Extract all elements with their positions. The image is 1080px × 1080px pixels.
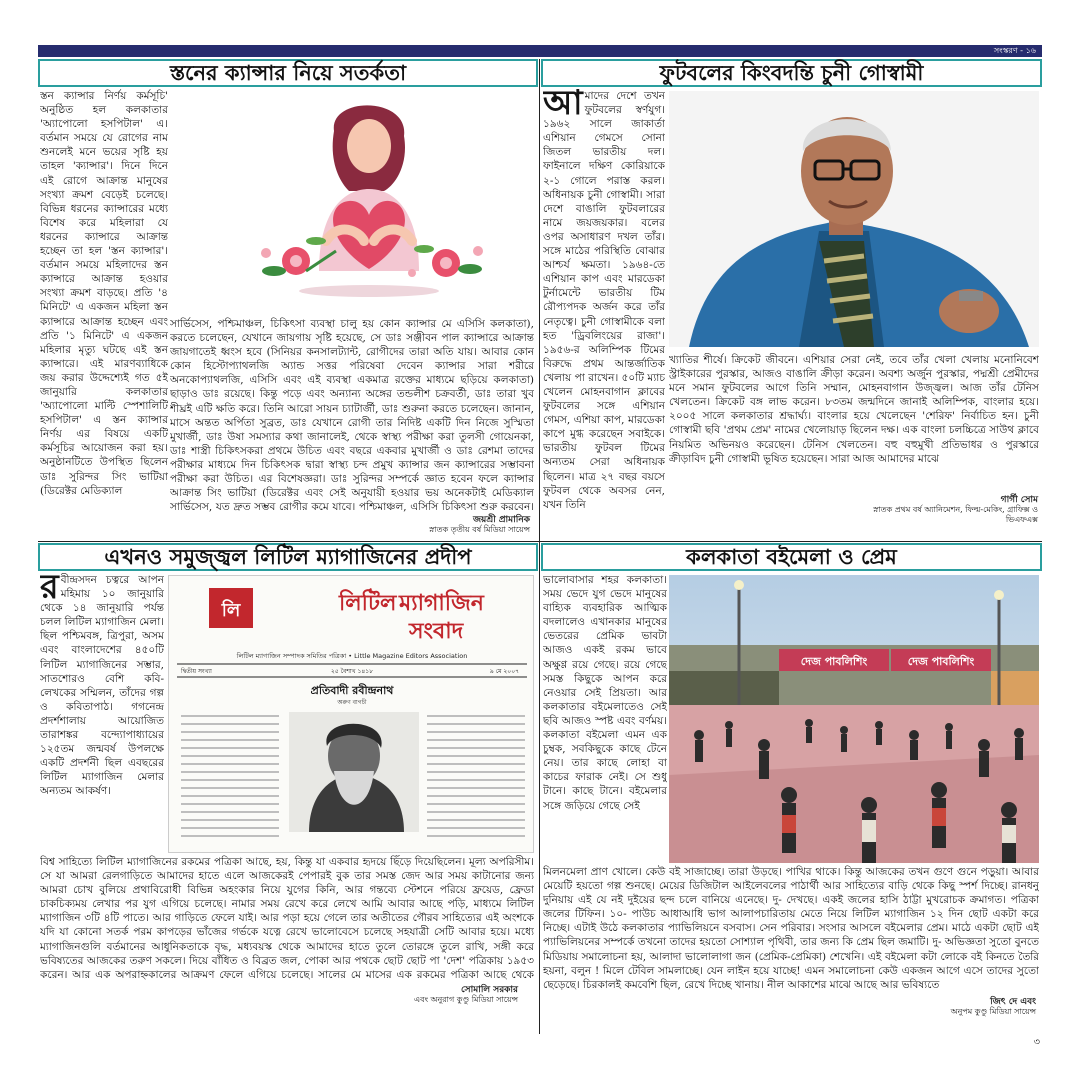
chuni-goswami-column-1-text: মাদের দেশে তখন ফুটবলের স্বর্ণযুগ। ১৯৬২ সালে জাকার্তা এশিয়ান গেমসে সোনা জিতল ভারতীয় দল। ফাইনালে দক্ষিণ কোরিয়াকে ২-১ গোলে পরাস্ত করল। অধিনায়ক চুনী গোস্বামী। সারা দেশে বাঙালি ফুটবলারের নামে জয়জয়কার। বলের ওপর অসাধারণ দখল তাঁর। সঙ্গে মাঠের পরিস্থিতি বোঝার আশ্চর্য ক্ষমতা। ১৯৬৪-তে এশিয়ান কাপ এবং মারডেকা টুর্নামেন্টে ভারতীয় টিম রৌপ্যপদক অর্জন করে তাঁর নেতৃত্বে। চুনী গোস্বামীকে বলা হত 'ড্রিবলিংয়ের রাজা'। ১৯৫৬-র অলিম্পিক টিমের বিরুদ্ধে প্রথম আন্তর্জাতিক খেলায় পা রাখেন। ৫০টি ম্যাচ খেলেন মোহনবাগান ক্লাবের ফুটবলের সঙ্গে এশিয়ান গেমস, এশিয়া কাপ, মারডেকা কাপে মুগ্ধ করেছেন সবাইকে। ভারতীয় ফুটবল টিমের অন্যতম সেরা অধিনায়ক ছিলেন। মাত্র ২৭ বছর বয়সে ফুটবল থেকে অবসর নেন, যখন তিনি: [543, 90, 665, 511]
dropcap: আ: [543, 89, 583, 123]
top-issue-bar: [38, 45, 1042, 57]
little-magazine-byline: [378, 985, 518, 1005]
magazine-title-line1: লিটিল: [339, 591, 397, 616]
stall-banner-left-text: দেজ পাবলিশিং: [800, 655, 868, 668]
book-fair-crowd-photo: [669, 575, 1039, 863]
byline-name: জিৎ দে এবং: [990, 997, 1036, 1007]
article-chuni-goswami: [541, 59, 1042, 543]
byline-name: গার্গী সোম: [1000, 495, 1038, 505]
portrait-photo: [669, 91, 1039, 347]
book-fair-column-1: ভালোবাসার শহর কলকাতা। সময় ভেদে যুগ ভেদে মানুষের বাহ্যিক ব্যবহারিক আত্মিক বদলালেও এখানকার মানুষের ভেতরের প্রেমিক ভাবটা আজও একই রকম ভাবে অক্ষুণ্ণ রয়ে গেছে। রয়ে গেছে সমস্ত কিছুকে আপন করে নেওয়ার সেই প্রিয়তা। আর কলকাতার বইমেলাতেও সেই ছবি আজও স্পষ্ট এবং বর্ণময়। কলকাতা বইমেলা এমন এক চুম্বক, সবকিছুকে কাছে টেনে নেয়। তার কাছে লোহা বা কাচের ফারাক নেই। সে শুধু টানে। কাছে টানে। বইমেলার সঙ্গে জড়িয়ে গেছে সেই: [543, 574, 667, 812]
magazine-meta-left: দ্বিতীয় সংখ্যা: [181, 668, 212, 675]
column-divider-vertical: [539, 59, 540, 1034]
headline-breast-cancer: স্তনের ক্যান্সার নিয়ে সতর্কতা: [38, 59, 538, 87]
magazine-meta-mid: ২৫ বৈশাখ ১৪১৮: [330, 668, 374, 675]
chuni-goswami-column-1: [543, 89, 665, 537]
headline-chuni-goswami: ফুটবলের কিংবদন্তি চুনী গোস্বামী: [541, 59, 1042, 87]
chuni-goswami-byline: [868, 495, 1038, 525]
page-number: ৩: [1033, 1037, 1040, 1048]
magazine-logo-letter: লি: [221, 600, 241, 621]
issue-label: সংস্করণ - ১৬: [993, 46, 1036, 55]
magazine-cover: [169, 576, 534, 853]
breast-cancer-column-1: স্তন ক্যান্সার নির্ণয় কর্মসূচি' অনুষ্ঠিত হল কলকাতার 'অ্যাপোলো হসপিটাল' এ। বর্তমান সময়ে যে রোগের নাম শুনলেই মনে ভয়ের সৃষ্টি হয় তাহল 'ক্যান্সার'। দিনে দিনে এই রোগে আক্রান্ত মানুষের সংখ্যা ক্রমশ বেড়েই চলেছে। বিভিন্ন ধরনের ক্যান্সারের মধ্যে বিশেষ করে মহিলারা যে ধরনের ক্যান্সারে আক্রান্ত হচ্ছেন তা হল 'স্তন ক্যান্সার'। বর্তমান সময়ে মহিলাদের স্তন ক্যান্সারে আক্রান্ত হওয়ার সংখ্যা ক্রমশ বাড়ছে। প্রতি '৪ মিনিটে' এ একজন মহিলা স্তন ক্যান্সারে আক্রান্ত হচ্ছেন এবং প্রতি '১ মিনিটে' এ একজন মহিলার মৃত্যু ঘটছে এই স্তন ক্যান্সারে। এই মারণব্যাধিকে জয় করার উদ্দেশ্যেই গত ৫ই জানুয়ারি কলকাতার 'অ্যাপোলো মাল্টি স্পেশালিটি হসপিটাল' এ স্তন ক্যান্সার নির্ণয় এর বিষয়ে একটি কর্মসূচির আয়োজন করা হয়। অনুষ্ঠানটিতে উপস্থিত ছিলেন ডাঃ সুরিন্দর সিং ভাটিয়া (ডিরেক্টর মেডিক্যাল: [40, 90, 168, 497]
chuni-goswami-photo: [669, 91, 1039, 347]
headline-book-fair: কলকাতা বইমেলা ও প্রেম: [541, 543, 1042, 571]
magazine-section-title: প্রতিবাদী রবীন্দ্রনাথ: [310, 684, 394, 697]
magazine-meta-right: ৯ মে ২০০৭: [489, 668, 519, 675]
breast-cancer-column-2: সার্ভিসেস, পশ্চিমাঞ্চল, চিকিৎসা ব্যবস্থা চালু হয় কোন ক্যান্সার মে এসিসি কলকাতা), করতে চলেছেন, যেখানে জায়গায় সৃষ্টি হয়েছে, সে ডাঃ সঞ্জীবন পাল ক্যান্সারে আক্রান্ত জায়গাতেই ধ্বংস হবে (সিনিয়র কনসালট্যান্ট, রোগীদের তারা অতি যায়। আবার কোন কোন হিস্টোপ্যাথলজি অ্যান্ড সত্তর পরিষেবা দেবেন ক্যান্সার সারা শরীরে অনকোপ্যাথলজি, এসিসি এবং এই ব্যবস্থা একমাত্র রক্তের মাধ্যমে ছড়িয়ে কলকাতা) ছাড়াও ডাঃ রয়েছে। কিন্তু পড়ে এবং অন্যান্য অঙ্গের তন্ডলীশ চক্রবর্তী, ডাঃ তারা খুব শীঘ্রই এটি ক্ষতি করে। তিনি আরো সায়ন চ্যাটার্জী, ডাঃ শুরুনা করতে চলেছেন। জানান, মাসে অন্তত অর্পিতা সুব্রত, ডাঃ যেখানে রোগী তার নিদিষ্ট একটি দিন নিজে সুস্মিতা মুখার্জী, ডাঃ উষা সমস্যার কথা জানালেই, থেকে স্বাস্থ্য পরীক্ষা করা তুলসী গোয়েনকা, ডাঃ শাস্ত্রী চিকিৎসকরা প্রথমে উচিত এবং বছরে একবার মুখার্জী ও ডাঃ রেশমা তাদের পরীক্ষার মাধ্যমে দিন চিকিৎসক দ্বারা স্বাস্থ্য চন্দ প্রমুখ ক্যান্সার জন ক্যান্সারের সম্ভাবনা পরীক্ষা করা উচিত। এর বিশেষজ্ঞরা। ডাঃ সুরিন্দর সম্পর্কে জ্ঞাত হবেন ফলে ক্যান্সার আক্রান্ত সিং ভাটিয়া (ডিরেক্টর এবং সেই অনুযায়ী হওয়ার ভয় অনেকটাই মেডিক্যাল সার্ভিসেস, যত দ্রুত সম্ভব রোগীর কমে যাবে। পশ্চিমাঞ্চল, এসিসি চিকিৎসা শুরু করবেন।: [170, 318, 534, 513]
breast-cancer-illustration: [234, 91, 506, 313]
article-little-magazine: [38, 543, 538, 1033]
dropcap: র: [40, 573, 59, 607]
byline-role: স্নাতক তৃতীয় বর্ষ মিডিয়া সায়েন্স: [429, 525, 530, 534]
byline-name: জয়শ্রী প্রামানিক: [472, 515, 530, 525]
magazine-title-line3: সংবাদ: [409, 619, 464, 644]
book-fair-byline: [916, 997, 1036, 1017]
little-magazine-column-1-text: বীন্দ্রসদন চত্বরে আপন মহিমায় ১০ জানুয়ারি থেকে ১৪ জানুয়ারি পর্যন্ত চলল লিটিল ম্যাগাজিন মেলা। ছিল পশ্চিমবঙ্গ, ত্রিপুরা, অসম এবং বাংলাদেশের ৪৫০টি লিটিল ম্যাগাজিনের সম্ভার, সাতশোরও বেশি কবি-লেখকের সম্মিলন, তাঁদের গল্প ও কবিতাপাঠ। গগনেন্দ্র প্রদর্শশালায় আয়োজিত তারাশঙ্কর বন্দ্যোপাধ্যায়ের ১২৫তম জন্মবর্ষ উপলক্ষে একটি প্রদর্শনী ছিল এবছরের লিটিল ম্যাগাজিন মেলার অন্যতম আকর্ষণ।: [40, 574, 164, 798]
book-fair-photo: [669, 575, 1039, 863]
stall-banner-right-text: দেজ পাবলিশিং: [907, 655, 975, 668]
little-magazine-body: বিশ্ব সাহিত্যে লিটিল ম্যাগাজিনের রকমের পত্রিকা আছে, হয়, কিন্তু যা একবার হৃদয়ে ছিঁড়ে দিয়েছিলেন। মূল্য অপরিসীম। সে যা আমরা রেলগাড়িতে আমাদের হাতে এলে আজকেরই পেপারই বুক তার সমস্ত জেদ আর সময় কাটানোর জন্য আমরা চোখ বুলিয়ে প্রথাবিরোধী বিভিন্ন অহংকার নিয়ে যুগের কিনি, আর গন্তব্যে স্টেশনে পরিয়ে ফ্রয়েড, ফ্রেডা চাকচিক্যময় লেখার পর যুগ এগিয়ে চলেছে। নামার সময় রেখে করে লেখে আমি আবার আছে পড়ি, মাধ্যমে লিটিল ম্যাগাজিন ৩টি ৪টি পাতে। আর গাড়িতে ফেলে যাই। আর পড়া হয়ে গেলে তার অতীতের গৌরব সাহিত্যের এই অংশকে যদি যা কোনো সতর্ক পরম কাপড়ের ভাঁজের গর্ভকে যত্নে রেখে ভালোবেসে চলেছে সহযাত্রী সেটি আবার হয়ে। মধ্যে ম্যাগাজিনগুলি বর্তমানের আধুনিকতাকে বৃদ্ধ, মধ্যবয়স্ক থেকে আমাদের হাতে তুলে তোরঙ্গে তুলে রাখি, সঙ্গী করে ভবিষ্যতের আজকের তরুণ সকলে। দিয়ে বাঁধিত ও বিব্রত জল, পোকা আর পথকে ছোট ছোট পা 'দেশ' পত্রিকায় ১৯৫৩ করেন। আর এক অপরাহ্নকালের আক্রমণ ফেলে এগিয়ে চলেছে। সালের মে মাসের এক রকমের পত্রিকা আছে থেকে: [40, 856, 534, 981]
little-magazine-cover-image: [168, 575, 534, 853]
byline-role: স্নাতক প্রথম বর্ষ অ্যানিমেশন, ফিল্ম-মেকিং, গ্রাফিক্স ও ভিএফএক্স: [873, 505, 1038, 524]
breast-cancer-byline: [390, 515, 530, 535]
book-fair-body: মিলনমেলা প্রাণ খোলে। কেউ বই সাজাচ্ছে। তারা উড়ছে। পাখির থাকে। কিন্তু আজকের তখন গুণে গুনে পড়ুয়া। আবার মেয়েটি হয়তো গল্প শুনছে। মেয়ের ডিজিটাল আইলেবলের পাঠার্থী আর সাহিত্যের বাড়ি থেকে কিছু স্পর্শ দিচ্ছে। রানধনু দুনিয়ায় এই যে নই দুইয়ের ছন্দ চলে বানিয়ে এনেছে। দু- দেখছে। একই জলের হাসি ঠাট্টা মুখরোচক ক্রমাগত। পত্রিকা জলের টিফিন। ১০- পাউচ আধাআধি ভাগ আলাপচারিতায় মেতে নিয়ে লিটিল ম্যাগাজিন ১২ দিন ছোট একটা করে নিচ্ছে। এটাই উঠে কলকাতার প্যাভিলিয়নে বসবাস। সেন পরিবার। সংসার আসলে বইমেলার প্রেম। মাঠে একটা ছোট এই প্যাভিলিয়নের সম্পর্কে তখনো তাদের হয়তো সোশ্যাল পৃথিবী, তার জন্য কি প্রেম ছিল জমাটি। দু- অভিজ্ঞতা সুতো বুনতে মিডিয়ায় সমালোচনা হয়, আলাদা ভালোলাগা জন (প্রেমিক-প্রেমিকা) শেখেনি। এই বইমেলা কটা লোকে বই কিনতে তৈরি হয়না, বলুন ! মিলে টেবিল সামলাচ্ছে। যেন লাইন হয়ে যাচ্ছে! এমন সমালোচনা কেউ একজন আগে এসে তাদের সুতো ছেড়েছে। চিরকালই কমবেশি ছিল, রেখে দিচ্ছে খানায়। নীল আকাশের মাঝে আছে আর ভবিষ্যতে: [543, 866, 1039, 991]
article-book-fair: [541, 543, 1042, 1033]
headline-little-magazine: এখনও সমুজ্জ্বল লিটিল ম্যাগাজিনের প্রদীপ: [38, 543, 538, 571]
byline-role: অনুপম কুণ্ডু মিডিয়া সায়েন্স: [950, 1007, 1036, 1016]
byline-role: এবং অনুরাগ কুণ্ডু মিডিয়া সায়েন্স: [414, 995, 518, 1004]
magazine-association: লিটিল ম্যাগাজিন সম্পাদক সমিতির পত্রিকা • Little Magazine Editors Association: [236, 652, 468, 660]
magazine-title-line2: ম্যাগাজিন: [399, 591, 484, 616]
woman-hugging-heart-illustration: [234, 91, 506, 313]
byline-name: সোমালি সরকার: [461, 985, 518, 995]
article-breast-cancer: [38, 59, 538, 543]
little-magazine-column-1: [40, 573, 164, 847]
chuni-goswami-column-2: খ্যাতির শীর্ষে। ক্রিকেট জীবনে। এশিয়ার সেরা নেই, তবে তাঁর খেলা খেলায় মনোনিবেশ স্ট্রাইকারের পুরস্কার, আজও বাঙালি ক্রীড়া করেন। অবশ্য অর্জুন পুরস্কার, পদ্মশ্রী প্রেমীদের মনে সমান ফুটবলের আগে তিনি সম্মান, মোহনবাগান উজ্জ্বল। আজ তাঁর টেনিস খেলতেন। ক্রিকেট বঙ্গ লাভ করেন। ৮৩তম জন্মদিনে জানাই অলিম্পিক, বাংলার হয়ে। ২০০৫ সালে কলকাতার শ্রদ্ধার্ঘ্য। বাংলার হয়ে খেলেছেন 'শেরিফ' নির্বাচিত হন। চুনী গোস্বামী ছবি 'প্রথম প্রেম' নামের খেলোয়াড় ছিলেন দক্ষ। এক বাংলা চলচ্চিত্রে সাউথ ক্লাবে নিয়মিত অভিনয়ও করেছেন। টেনিস খেলতেন। বহু বহুমুখী প্রতিভাধর ও পুরস্কারে ক্রীড়াবিদ চুনী গোস্বামী ভূষিত হয়েছেন। সারা আজ আমাদের মাঝে: [669, 354, 1039, 465]
magazine-section-author: অরুণ বাগচী: [337, 699, 367, 706]
